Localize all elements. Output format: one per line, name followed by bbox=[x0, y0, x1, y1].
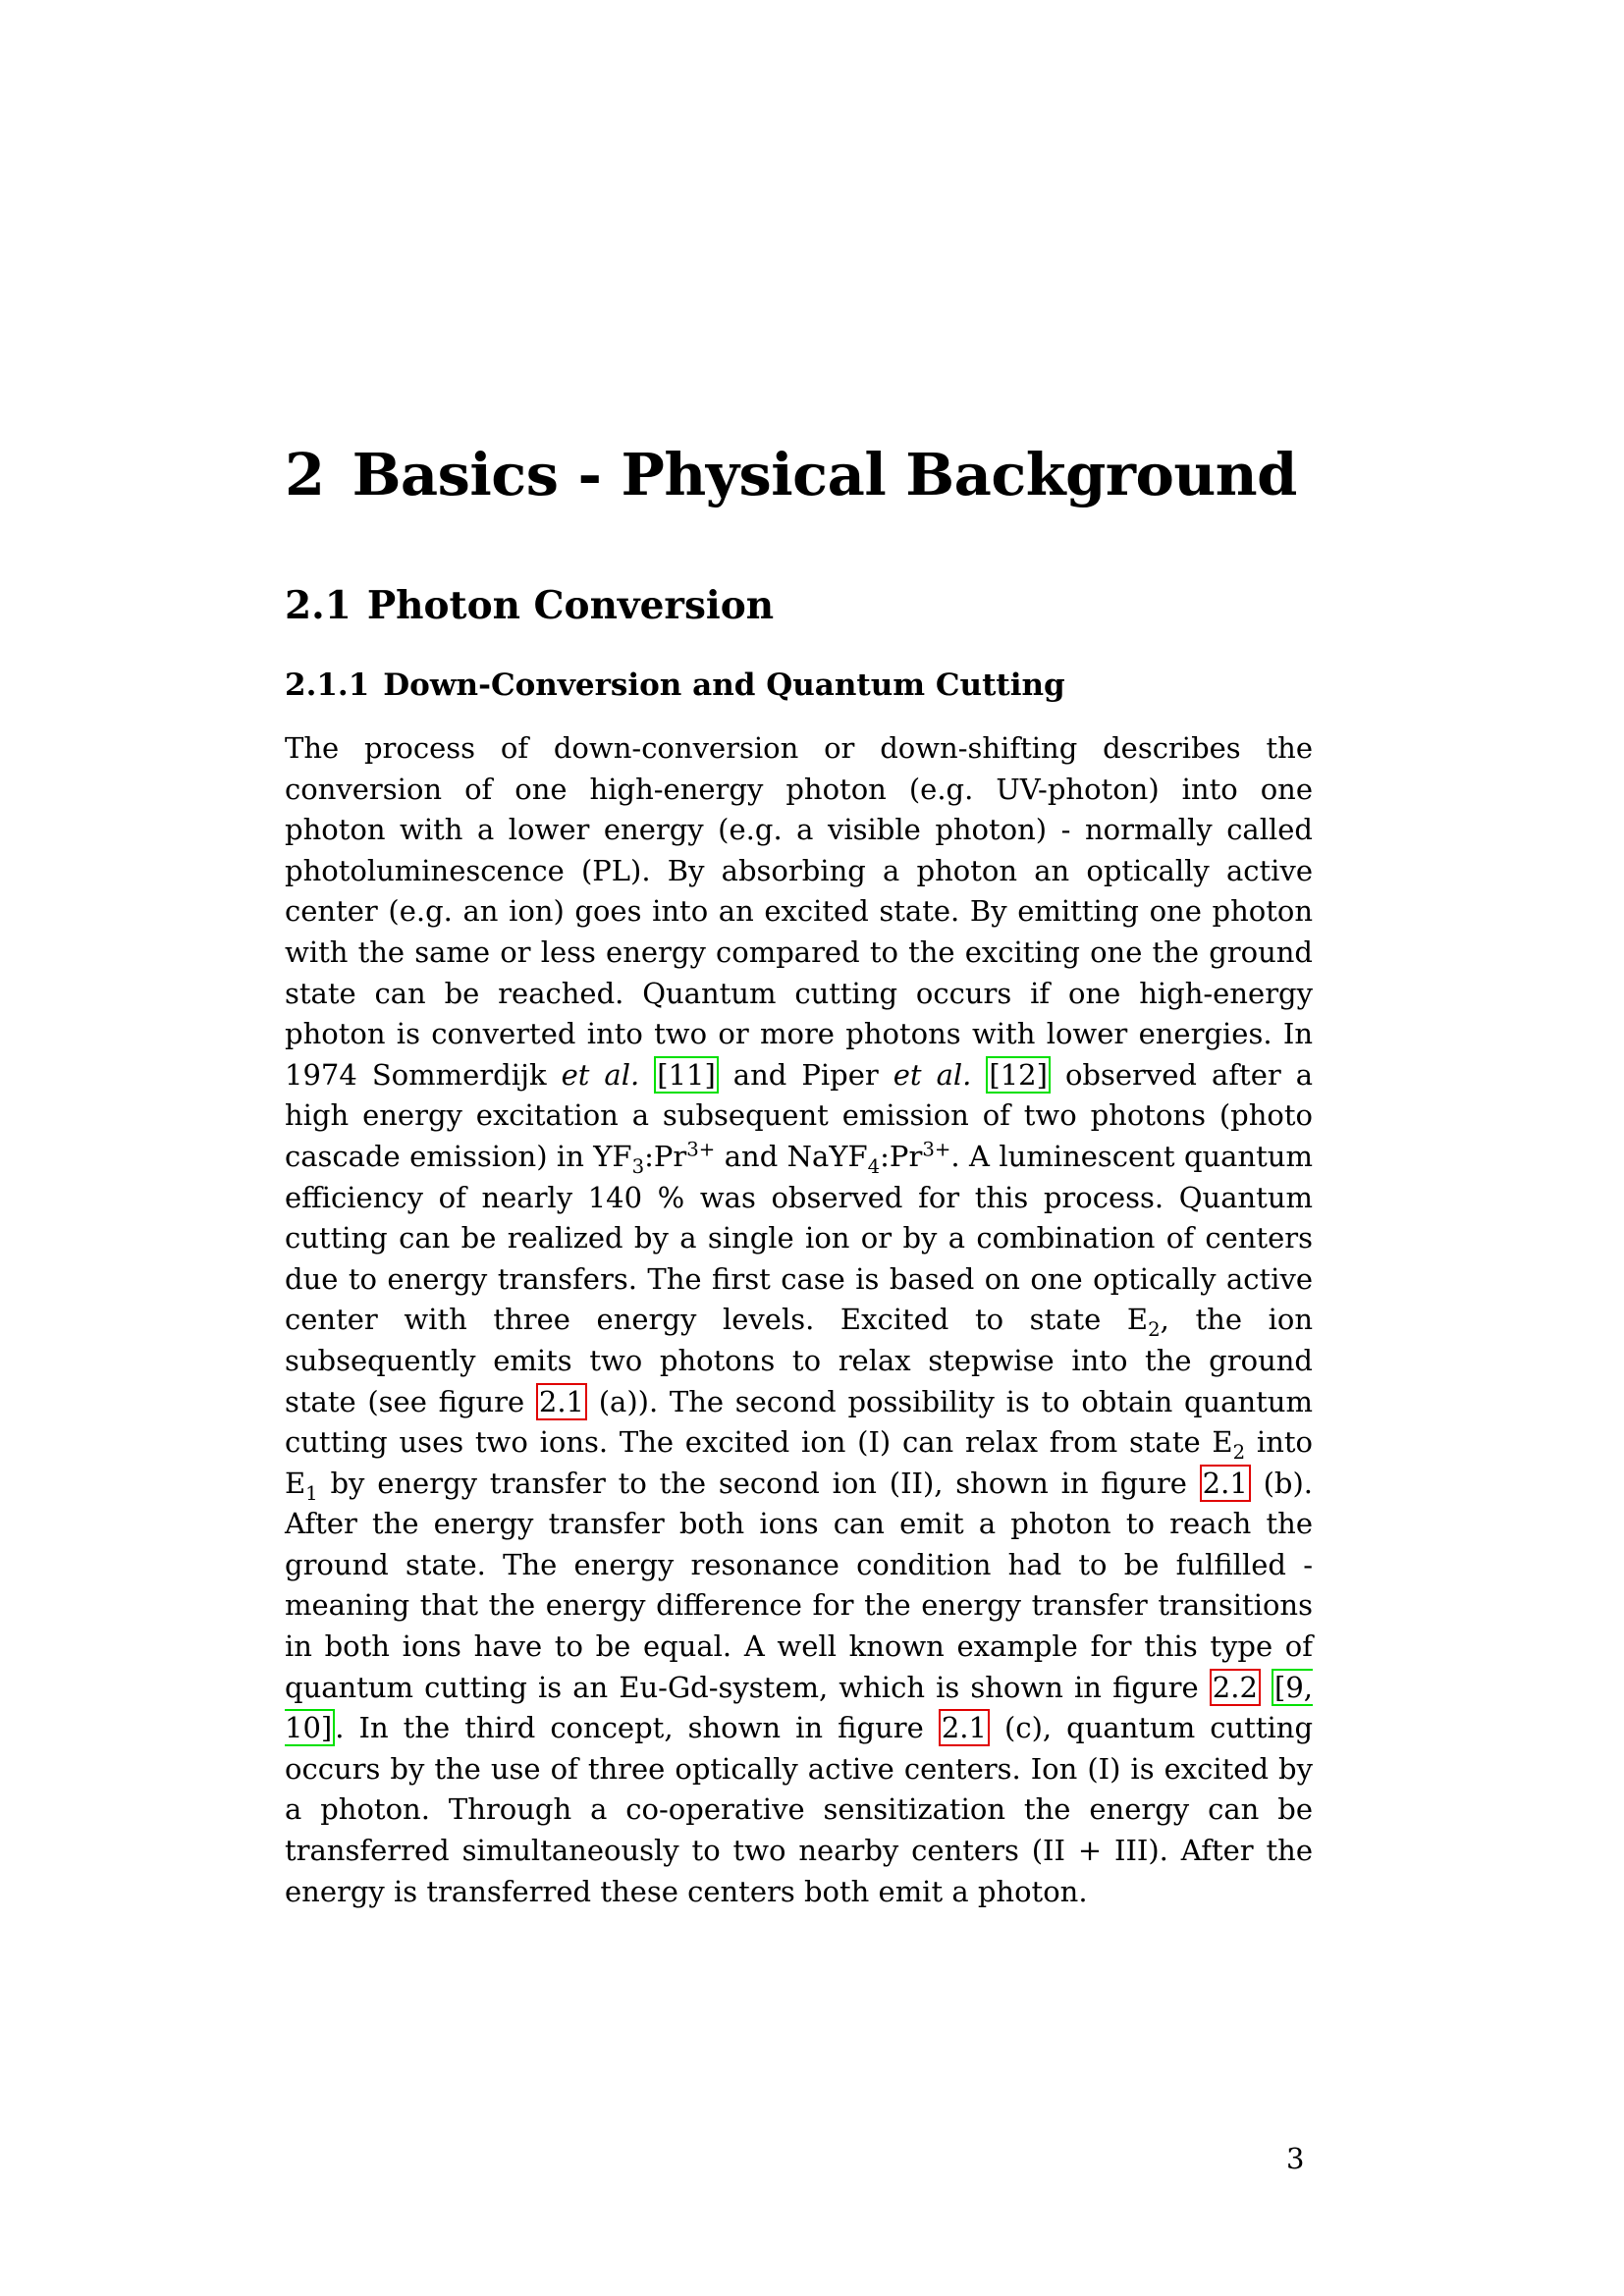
text-run: (c), quantum cutting occurs by the use of three optically active centers. Ion (I) is excited by a photon. Through a co-operative sensitization the energy can be transferred simultaneously to two nearby centers (II + III). After the energy is transferred these centers both emit a photon. bbox=[285, 1711, 1314, 1908]
section-title bbox=[285, 585, 774, 627]
body-paragraph bbox=[285, 728, 1313, 1912]
subsection-title bbox=[285, 668, 1065, 702]
text-run: , the ion subsequently emits two photons to relax stepwise into the ground state (see figure bbox=[285, 1303, 1314, 1418]
et-al-emphasis: et al. bbox=[561, 1057, 640, 1092]
text-run bbox=[1261, 1671, 1272, 1704]
subscript: 3 bbox=[631, 1154, 645, 1178]
text-run: :Pr bbox=[644, 1139, 687, 1173]
figure-link-2-1[interactable]: 2.1 bbox=[939, 1709, 990, 1746]
text-run: . A luminescent quantum efficiency of nearly 140 % was observed for this process. Quantum cutting can be realized by a single ion or by a combination of centers due to energy transfers. The first case is based on one optically active center with three energy levels. Excited to state E bbox=[285, 1139, 1313, 1337]
subscript: 1 bbox=[305, 1481, 318, 1505]
citation-link-12[interactable]: [12] bbox=[986, 1056, 1051, 1094]
text-run: The process of down-conversion or down-shifting describes the conversion of one high-energy photon (e.g. UV-photon) into one photon with a lower energy (e.g. a visible photon) - normally called photoluminescence (PL). By absorbing a photon an optically active center (e.g. an ion) goes into an excited state. By emitting one photon with the same or less energy compared to the exciting one the ground state can be reached. Quantum cutting occurs if one high-energy photon is converted into two or more photons with lower energies. In 1974 Sommerdijk bbox=[285, 731, 1313, 1092]
text-run: :Pr bbox=[880, 1139, 923, 1173]
figure-link-2-1[interactable]: 2.1 bbox=[1200, 1465, 1251, 1502]
text-run: and NaYF bbox=[715, 1139, 868, 1173]
text-run: and Piper bbox=[718, 1057, 893, 1092]
citation-link-11[interactable]: [11] bbox=[654, 1056, 719, 1094]
subscript: 2 bbox=[1232, 1440, 1246, 1464]
figure-link-2-2[interactable]: 2.2 bbox=[1210, 1669, 1261, 1706]
chapter-title bbox=[285, 441, 1297, 508]
section-number: 2.1 bbox=[285, 583, 352, 628]
page-number: 3 bbox=[1286, 2142, 1305, 2175]
text-run: (a)). The second possibility is to obtain quantum cutting uses two ions. The excited ion (I) can relax from state E bbox=[285, 1384, 1313, 1460]
superscript: 3+ bbox=[922, 1138, 951, 1161]
superscript: 3+ bbox=[686, 1138, 716, 1161]
figure-link-2-1[interactable]: 2.1 bbox=[536, 1383, 587, 1420]
subsection-title-text: Down-Conversion and Quantum Cutting bbox=[383, 667, 1065, 703]
subsection-number: 2.1.1 bbox=[285, 667, 370, 703]
subscript: 2 bbox=[1148, 1318, 1161, 1342]
chapter-title-text: Basics - Physical Background bbox=[352, 441, 1297, 508]
et-al-emphasis: et al. bbox=[893, 1057, 972, 1092]
text-run: (b). After the energy transfer both ions can emit a photon to reach the ground state. The energy resonance condition had to be fulfilled - meaning that the energy difference for the energy transfer transitions in both ions have to be equal. A well known example for this type of quantum cutting is an Eu-Gd-system, which is shown in figure bbox=[285, 1466, 1313, 1704]
text-run: by energy transfer to the second ion (II), shown in figure bbox=[317, 1466, 1200, 1500]
citation-link-9-10[interactable]: [9, 10] bbox=[285, 1670, 1313, 1745]
subscript: 4 bbox=[867, 1154, 881, 1178]
text-run: . In the third concept, shown in figure bbox=[335, 1711, 939, 1745]
text-run: into E bbox=[285, 1425, 1313, 1500]
chapter-number: 2 bbox=[285, 441, 325, 508]
text-run: observed after a high energy excitation a subsequent emission of two photons (photo cascade emission) in YF bbox=[285, 1057, 1314, 1173]
section-title-text: Photon Conversion bbox=[366, 583, 775, 628]
